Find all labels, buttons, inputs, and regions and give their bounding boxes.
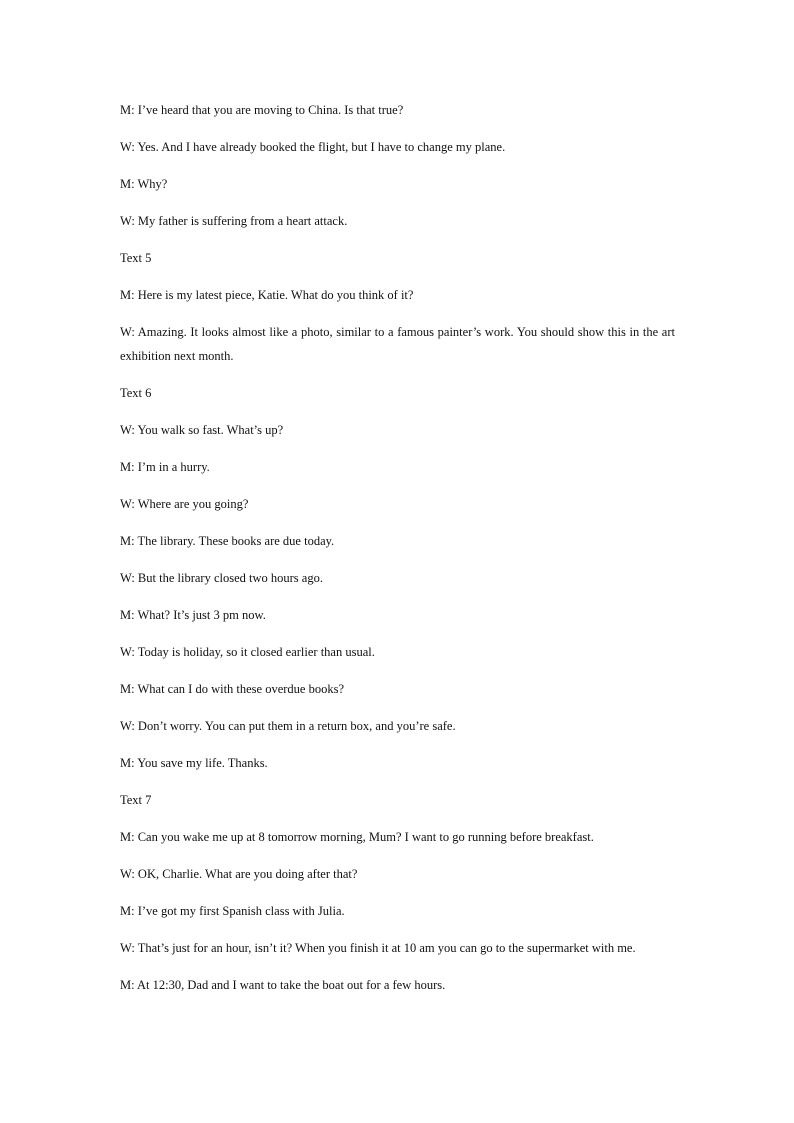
transcript-line: W: That’s just for an hour, isn’t it? When you finish it at 10 am you can go to the supermarket with me.: [120, 941, 636, 955]
transcript-line: M: At 12:30, Dad and I want to take the boat out for a few hours.: [120, 978, 446, 992]
transcript-line: M: Here is my latest piece, Katie. What do you think of it?: [120, 288, 414, 302]
transcript-line: W: OK, Charlie. What are you doing after that?: [120, 867, 358, 881]
section-heading: Text 7: [120, 793, 152, 807]
transcript-line: M: Can you wake me up at 8 tomorrow morning, Mum? I want to go running before breakfast.: [120, 830, 594, 844]
transcript-line: M: I’ve heard that you are moving to China. Is that true?: [120, 103, 404, 117]
transcript-line: M: The library. These books are due today.: [120, 534, 335, 548]
transcript-line: M: I’ve got my first Spanish class with Julia.: [120, 904, 345, 918]
transcript-line: W: Yes. And I have already booked the flight, but I have to change my plane.: [120, 140, 506, 154]
transcript-line: W: Where are you going?: [120, 497, 249, 511]
transcript-body: [120, 98, 675, 1010]
transcript-line: W: Amazing. It looks almost like a photo, similar to a famous painter’s work. You should show this in the art exhibition next month.: [120, 325, 675, 363]
transcript-line: W: You walk so fast. What’s up?: [120, 423, 284, 437]
transcript-line: M: I’m in a hurry.: [120, 460, 210, 474]
transcript-line: M: Why?: [120, 177, 168, 191]
section-heading: Text 5: [120, 251, 152, 265]
section-heading: Text 6: [120, 386, 152, 400]
transcript-line: W: Today is holiday, so it closed earlier than usual.: [120, 645, 375, 659]
transcript-line: M: What? It’s just 3 pm now.: [120, 608, 266, 622]
transcript-line: W: My father is suffering from a heart attack.: [120, 214, 348, 228]
transcript-line: M: You save my life. Thanks.: [120, 756, 268, 770]
transcript-line: W: But the library closed two hours ago.: [120, 571, 323, 585]
transcript-line: W: Don’t worry. You can put them in a return box, and you’re safe.: [120, 719, 456, 733]
transcript-line: M: What can I do with these overdue books?: [120, 682, 345, 696]
